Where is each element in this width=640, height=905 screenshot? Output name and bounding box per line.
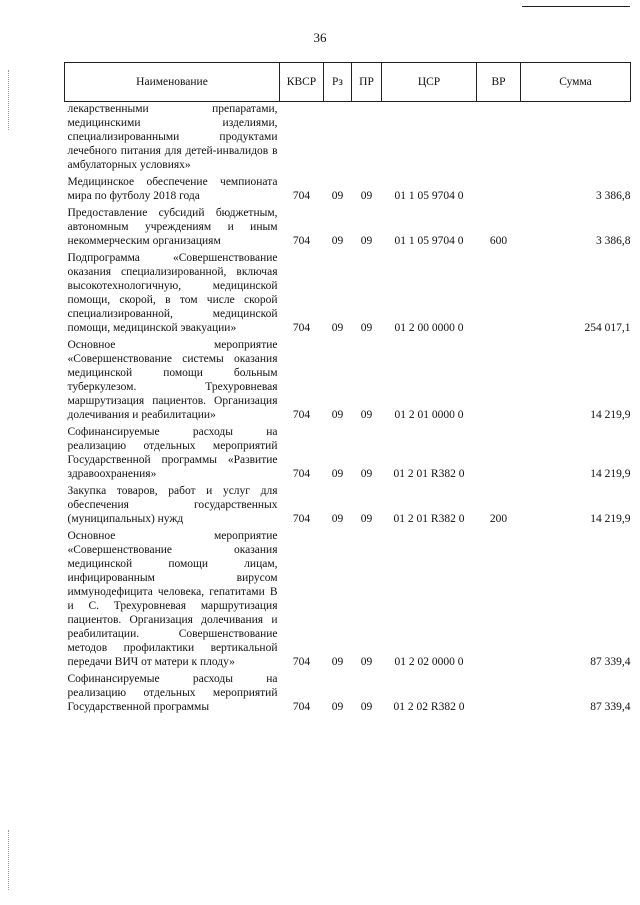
row-pr: 09 (360, 235, 373, 247)
row-name: Основное мероприятие «Совершенствование оказания медицинской помощи лицам, инфицированным вирусом иммунодефицита человека, гепатитами В и С. Трехуровневая маршрутизация пациентов. Организация долечивания и реабилитации. Совершенствование методов профилактики вертикальной передачи ВИЧ от матери к плоду» (67, 530, 278, 668)
row-kvsr (280, 102, 324, 176)
row-kvsr: 704 (292, 468, 311, 480)
header-csr: ЦСР (382, 63, 477, 102)
row-vr (477, 338, 521, 425)
row-pr: 09 (360, 322, 373, 334)
row-kvsr: 704 (292, 513, 311, 525)
table-row (65, 672, 631, 717)
row-sum: 3 386,8 (596, 235, 631, 247)
row-rz: 09 (331, 701, 344, 713)
table-row (65, 484, 631, 529)
row-csr: 01 2 01 R382 0 (393, 468, 465, 480)
row-csr (382, 102, 477, 176)
row-name: Предоставление субсидий бюджетным, автономным учреждениям и иным некоммерческим организациям (67, 207, 278, 247)
row-name: Подпрограмма «Совершенствование оказания специализированной, включая высокотехнологичную, медицинской помощи, скорой, в том числе скорой специализированной, медицинской помощи, медицинской эвакуации» (67, 252, 278, 334)
row-csr: 01 1 05 9704 0 (394, 235, 464, 247)
row-csr: 01 2 02 0000 0 (394, 656, 464, 668)
row-rz (324, 102, 352, 176)
table-row (65, 338, 631, 425)
row-sum: 14 219,9 (590, 513, 631, 525)
row-name: Софинансируемые расходы на реализацию отдельных мероприятий Государственной программы «Развитие здравоохранения» (67, 426, 278, 480)
row-rz: 09 (331, 468, 344, 480)
row-kvsr: 704 (292, 409, 311, 421)
table-row (65, 425, 631, 484)
header-name: Наименование (65, 63, 280, 102)
header-sum: Сумма (521, 63, 631, 102)
row-pr: 09 (360, 409, 373, 421)
row-vr (477, 102, 521, 176)
top-right-rule (522, 6, 630, 7)
row-kvsr: 704 (292, 656, 311, 668)
row-csr: 01 2 01 R382 0 (393, 513, 465, 525)
row-rz: 09 (331, 656, 344, 668)
row-pr: 09 (360, 190, 373, 202)
table-row (65, 529, 631, 672)
row-name: лекарственными препаратами, медицинскими изделиями, специализированными продуктами лечебного питания для детей-инвалидов в амбулаторных условиях» (67, 103, 278, 171)
row-sum: 3 386,8 (596, 190, 631, 202)
row-rz: 09 (331, 235, 344, 247)
row-sum: 14 219,9 (590, 468, 631, 480)
table-row (65, 102, 631, 176)
row-csr: 01 2 00 0000 0 (394, 322, 464, 334)
table-header (65, 63, 631, 102)
table-row (65, 206, 631, 251)
page-number: 36 (313, 30, 327, 45)
row-sum: 14 219,9 (590, 409, 631, 421)
row-rz: 09 (331, 190, 344, 202)
row-rz: 09 (331, 513, 344, 525)
row-pr (352, 102, 382, 176)
row-vr (477, 175, 521, 206)
row-sum: 87 339,4 (590, 701, 631, 713)
row-kvsr: 704 (292, 322, 311, 334)
row-sum: 254 017,1 (584, 322, 631, 334)
table-body (65, 102, 631, 718)
row-vr (477, 529, 521, 672)
row-csr: 01 1 05 9704 0 (394, 190, 464, 202)
table-row (65, 175, 631, 206)
row-pr: 09 (360, 468, 373, 480)
row-rz: 09 (331, 322, 344, 334)
row-vr: 600 (489, 235, 508, 247)
row-vr (477, 251, 521, 338)
header-kvsr: КВСР (280, 63, 324, 102)
row-name: Софинансируемые расходы на реализацию отдельных мероприятий Государственной программы (67, 673, 278, 713)
header-vr: ВР (477, 63, 521, 102)
row-name: Медицинское обеспечение чемпионата мира по футболу 2018 года (67, 176, 278, 202)
header-pr: ПР (352, 63, 382, 102)
row-csr: 01 2 02 R382 0 (393, 701, 465, 713)
header-rz: Рз (324, 63, 352, 102)
margin-dots-bottom (8, 830, 10, 890)
row-vr (477, 672, 521, 717)
budget-table (64, 62, 631, 717)
row-pr: 09 (360, 701, 373, 713)
row-sum: 87 339,4 (590, 656, 631, 668)
row-kvsr: 704 (292, 701, 311, 713)
row-rz: 09 (331, 409, 344, 421)
margin-dots-top (8, 70, 10, 130)
row-kvsr: 704 (292, 235, 311, 247)
row-pr: 09 (360, 656, 373, 668)
row-name: Закупка товаров, работ и услуг для обеспечения государственных (муниципальных) нужд (67, 485, 278, 525)
row-kvsr: 704 (292, 190, 311, 202)
row-vr: 200 (489, 513, 508, 525)
row-pr: 09 (360, 513, 373, 525)
table-row (65, 251, 631, 338)
row-csr: 01 2 01 0000 0 (394, 409, 464, 421)
row-vr (477, 425, 521, 484)
row-sum (521, 102, 631, 176)
row-name: Основное мероприятие «Совершенствование системы оказания медицинской помощи больным туберкулезом. Трехуровневая маршрутизация пациентов. Организация долечивания и реабилитации» (67, 339, 278, 421)
